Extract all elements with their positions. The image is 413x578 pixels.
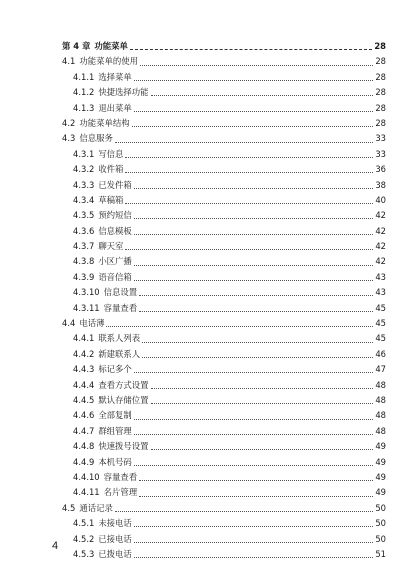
toc-subsection-entry[interactable] (62, 439, 386, 454)
toc-chapter-heading[interactable] (62, 39, 386, 54)
entry-title: 功能菜单结构 (79, 117, 130, 128)
chapter-number: 第 4 章 (62, 41, 91, 51)
entry-title: 名片管理 (103, 487, 138, 498)
entry-number: 4.1 (62, 56, 76, 67)
entry-number: 4.5 (62, 502, 76, 513)
entry-title: 写信息 (98, 148, 124, 159)
entry-number: 4.3.9 (73, 271, 95, 282)
entry-page: 49 (375, 441, 386, 452)
dot-leader (142, 342, 373, 343)
entry-number: 4.5.3 (73, 548, 95, 559)
entry-page: 48 (375, 379, 386, 390)
toc-subsection-entry[interactable] (62, 285, 386, 300)
toc-subsection-entry[interactable] (62, 362, 386, 377)
entry-title: 已拨电话 (98, 548, 132, 559)
toc-subsection-entry[interactable] (62, 516, 386, 531)
entry-page: 49 (375, 471, 386, 482)
entry-page: 38 (375, 179, 386, 190)
entry-number: 4.4.11 (73, 487, 100, 498)
dot-leader (134, 465, 374, 466)
dot-leader (134, 218, 374, 219)
entry-page: 49 (375, 456, 386, 467)
entry-title: 收件箱 (98, 164, 124, 175)
entry-title: 小区广播 (98, 256, 132, 267)
entry-page: 42 (375, 210, 386, 221)
entry-title: 信息模板 (98, 225, 132, 236)
entry-page: 50 (375, 533, 386, 544)
entry-title: 群组管理 (98, 425, 132, 436)
entry-number: 4.4.7 (73, 425, 95, 436)
chapter-title: 功能菜单 (94, 41, 128, 51)
entry-title: 退出菜单 (98, 102, 132, 113)
entry-number: 4.4.10 (73, 471, 100, 482)
page-number: 4 (52, 540, 59, 552)
entry-page: 42 (375, 241, 386, 252)
dot-leader (134, 265, 374, 266)
entry-number: 4.3.5 (73, 210, 95, 221)
toc-subsection-entry[interactable] (62, 162, 386, 177)
entry-number: 4.5.2 (73, 533, 95, 544)
entry-page: 45 (375, 318, 386, 329)
entry-page: 28 (375, 87, 386, 98)
dot-leader (115, 142, 374, 143)
dot-leader (134, 188, 374, 189)
entry-title: 联系人列表 (98, 333, 141, 344)
entry-title: 信息服务 (79, 133, 113, 144)
entry-page: 45 (375, 302, 386, 313)
entry-page: 48 (375, 425, 386, 436)
toc-subsection-entry[interactable] (62, 547, 386, 562)
entry-page: 36 (375, 164, 386, 175)
dot-leader (134, 80, 374, 81)
entry-number: 4.4.1 (73, 333, 95, 344)
toc-subsection-entry[interactable] (62, 193, 386, 208)
toc-subsection-entry[interactable] (62, 147, 386, 162)
entry-number: 4.1.2 (73, 87, 95, 98)
toc-subsection-entry[interactable] (62, 239, 386, 254)
toc-section-entry[interactable] (62, 116, 386, 131)
entry-title: 快捷选择功能 (98, 87, 149, 98)
entry-title: 全部复制 (98, 410, 132, 421)
dot-leader (134, 111, 374, 112)
entry-page: 42 (375, 225, 386, 236)
dot-leader (151, 388, 374, 389)
dot-leader (142, 357, 373, 358)
entry-page: 40 (375, 194, 386, 205)
entry-number: 4.3.7 (73, 241, 95, 252)
entry-title: 未接电话 (98, 518, 132, 529)
toc-subsection-entry[interactable] (62, 85, 386, 100)
toc-subsection-entry[interactable] (62, 532, 386, 547)
toc-subsection-entry[interactable] (62, 455, 386, 470)
entry-number: 4.4.4 (73, 379, 95, 390)
dot-leader (140, 65, 373, 66)
entry-number: 4.4.5 (73, 394, 95, 405)
entry-page: 50 (375, 518, 386, 529)
entry-title: 容量查看 (103, 471, 138, 482)
entry-page: 46 (375, 348, 386, 359)
toc-subsection-entry[interactable] (62, 424, 386, 439)
toc-subsection-entry[interactable] (62, 378, 386, 393)
entry-number: 4.3.1 (73, 148, 95, 159)
entry-number: 4.3.6 (73, 225, 95, 236)
dot-leader (134, 542, 374, 543)
entry-number: 4.2 (62, 117, 76, 128)
entry-number: 4.3.2 (73, 164, 95, 175)
dot-leader (139, 295, 373, 296)
toc-subsection-entry[interactable] (62, 408, 386, 423)
entry-number: 4.1.3 (73, 102, 95, 113)
entry-number: 4.5.1 (73, 518, 95, 529)
entry-page: 51 (375, 548, 386, 559)
entry-page: 33 (375, 133, 386, 144)
entry-number: 4.4.9 (73, 456, 95, 467)
toc-subsection-entry[interactable] (62, 393, 386, 408)
entry-title: 本机号码 (98, 456, 132, 467)
toc-subsection-entry[interactable] (62, 208, 386, 223)
dot-leader (134, 434, 374, 435)
entry-title: 标记多个 (98, 364, 132, 375)
dot-leader (134, 234, 374, 235)
entry-title: 功能菜单的使用 (79, 56, 138, 67)
entry-title: 草稿箱 (98, 194, 124, 205)
dot-leader (134, 280, 374, 281)
dot-leader (125, 157, 373, 158)
dot-leader (134, 419, 374, 420)
chapter-page: 28 (374, 41, 386, 51)
entry-title: 语音信箱 (98, 271, 132, 282)
toc-subsection-entry[interactable] (62, 70, 386, 85)
entry-page: 33 (375, 148, 386, 159)
entry-page: 48 (375, 410, 386, 421)
dot-leader (115, 511, 374, 512)
entry-number: 4.3.11 (73, 302, 100, 313)
toc-subsection-entry[interactable] (62, 331, 386, 346)
entry-page: 42 (375, 256, 386, 267)
entry-title: 已发件箱 (98, 179, 132, 190)
entry-number: 4.1.1 (73, 71, 95, 82)
toc-subsection-entry[interactable] (62, 470, 386, 485)
entry-title: 通话记录 (79, 502, 113, 513)
entry-title: 查看方式设置 (98, 379, 149, 390)
dot-leader (106, 326, 373, 327)
entry-page: 47 (375, 364, 386, 375)
entry-title: 新建联系人 (98, 348, 141, 359)
entry-number: 4.4 (62, 318, 76, 329)
entry-page: 28 (375, 117, 386, 128)
dot-leader (151, 95, 374, 96)
entry-title: 容量查看 (103, 302, 138, 313)
dot-leader (132, 126, 374, 127)
dot-leader (125, 203, 373, 204)
toc-section-entry[interactable] (62, 54, 386, 69)
entry-number: 4.3.8 (73, 256, 95, 267)
entry-title: 预约短信 (98, 210, 132, 221)
entry-number: 4.3.10 (73, 287, 100, 298)
entry-number: 4.4.2 (73, 348, 95, 359)
table-of-contents (62, 39, 386, 562)
entry-page: 48 (375, 394, 386, 405)
entry-page: 28 (375, 71, 386, 82)
toc-section-entry[interactable] (62, 316, 386, 331)
entry-page: 49 (375, 487, 386, 498)
toc-subsection-entry[interactable] (62, 301, 386, 316)
dot-leader (134, 557, 374, 558)
dot-leader (134, 372, 374, 373)
toc-entries (62, 54, 386, 562)
entry-page: 43 (375, 271, 386, 282)
toc-subsection-entry[interactable] (62, 270, 386, 285)
entry-title: 已接电话 (98, 533, 132, 544)
entry-title: 信息设置 (103, 287, 138, 298)
dot-leader (139, 496, 373, 497)
toc-subsection-entry[interactable] (62, 254, 386, 269)
entry-number: 4.3 (62, 133, 76, 144)
entry-number: 4.3.3 (73, 179, 95, 190)
entry-page: 28 (375, 56, 386, 67)
entry-page: 43 (375, 287, 386, 298)
dot-leader (139, 480, 373, 481)
entry-number: 4.4.6 (73, 410, 95, 421)
dot-leader (151, 403, 374, 404)
toc-subsection-entry[interactable] (62, 101, 386, 116)
entry-title: 电话薄 (79, 318, 105, 329)
toc-subsection-entry[interactable] (62, 485, 386, 500)
dot-leader (139, 311, 373, 312)
entry-title: 快速拨号设置 (98, 441, 149, 452)
toc-subsection-entry[interactable] (62, 224, 386, 239)
entry-number: 4.4.3 (73, 364, 95, 375)
toc-subsection-entry[interactable] (62, 178, 386, 193)
entry-number: 4.3.4 (73, 194, 95, 205)
entry-page: 50 (375, 502, 386, 513)
entry-number: 4.4.8 (73, 441, 95, 452)
toc-section-entry[interactable] (62, 131, 386, 146)
entry-title: 默认存储位置 (98, 394, 149, 405)
entry-page: 28 (375, 102, 386, 113)
dot-leader (125, 249, 373, 250)
entry-page: 45 (375, 333, 386, 344)
entry-title: 选择菜单 (98, 71, 132, 82)
dot-leader (130, 49, 372, 50)
dot-leader (151, 449, 374, 450)
dot-leader (125, 172, 373, 173)
dot-leader (134, 526, 374, 527)
entry-title: 聊天室 (98, 241, 124, 252)
toc-subsection-entry[interactable] (62, 347, 386, 362)
toc-section-entry[interactable] (62, 501, 386, 516)
